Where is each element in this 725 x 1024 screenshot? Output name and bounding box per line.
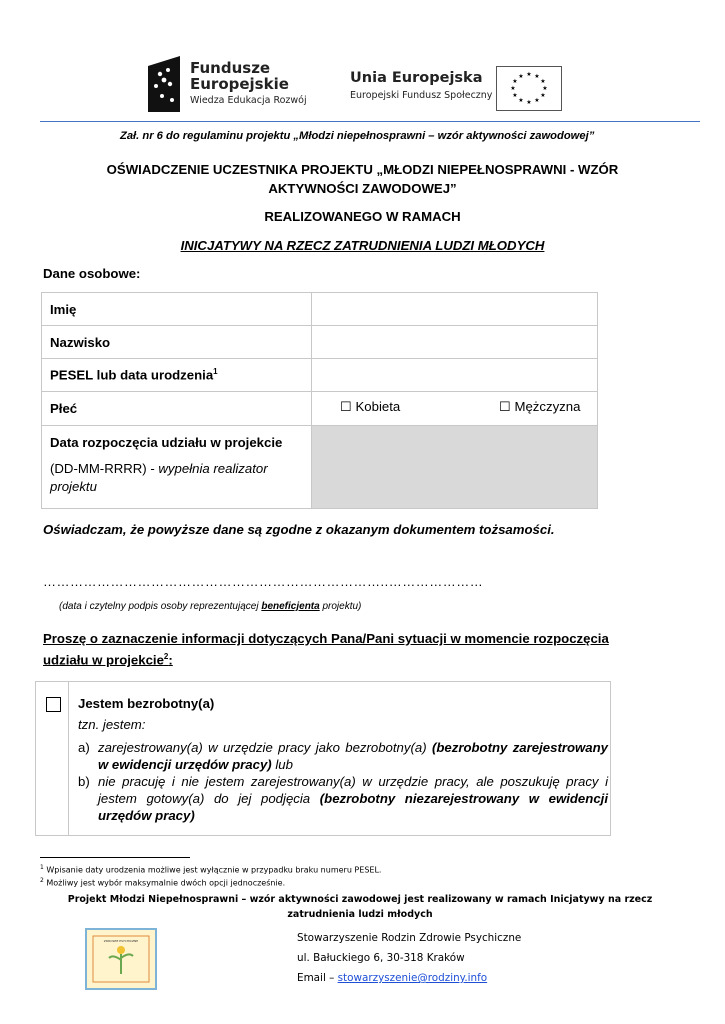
unemployed-title: Jestem bezrobotny(a) xyxy=(78,696,215,711)
svg-text:★: ★ xyxy=(534,97,540,104)
svg-text:★: ★ xyxy=(526,99,532,106)
svg-text:★: ★ xyxy=(518,97,524,104)
last-name-field[interactable] xyxy=(312,326,598,359)
svg-text:★: ★ xyxy=(512,78,518,85)
signature-caption xyxy=(59,601,361,612)
svg-text:★: ★ xyxy=(540,92,546,99)
svg-text:★: ★ xyxy=(540,78,546,85)
svg-text:★: ★ xyxy=(518,73,524,80)
unemployed-option-box xyxy=(35,681,611,836)
org-street: ul. Bałuckiego 6, 30-318 Kraków xyxy=(297,952,465,964)
request-colon: : xyxy=(168,652,173,668)
footnote-1-number: 1 xyxy=(40,864,44,871)
option-divider xyxy=(68,682,69,835)
project-footer xyxy=(40,892,680,922)
fe-logo-line2: Europejskie xyxy=(190,75,289,93)
option-b-text: nie pracuję i nie jestem zarejestrowany(a) w urzędzie pracy, ale poszukuję pracy i jestem gotowy(a) do jej podjęcia xyxy=(98,774,608,806)
checkbox-female[interactable]: ☐ Kobieta xyxy=(340,399,401,414)
pesel-field[interactable] xyxy=(312,359,598,392)
signature-line[interactable]: …………………………………………………………………..………………… xyxy=(43,574,484,589)
checkbox-male[interactable]: ☐ Mężczyzna xyxy=(499,399,581,414)
declaration-text: Oświadczam, że powyższe dane są zgodne z okazanym dokumentem tożsamości. xyxy=(43,522,555,537)
fundusze-europejskie-logo xyxy=(148,56,308,112)
last-name-label: Nazwisko xyxy=(42,326,312,359)
start-date-hint-format: (DD-MM-RRRR) - xyxy=(50,461,159,476)
svg-text:★: ★ xyxy=(534,73,540,80)
association-logo xyxy=(85,928,157,990)
footnote-2 xyxy=(40,877,285,888)
ue-logo-line2: Europejski Fundusz Społeczny xyxy=(350,90,493,101)
fe-logo-line3: Wiedza Edukacja Rozwój xyxy=(190,95,307,106)
unemployed-tzn: tzn. jestem: xyxy=(78,717,146,732)
option-a-bold: (bezrobotny zarejestrowany w ewidencji urzędów pracy) xyxy=(98,740,609,772)
signature-caption-bold: beneficjenta xyxy=(261,601,320,612)
option-a-body xyxy=(98,739,608,773)
option-b-body xyxy=(98,773,608,824)
svg-text:★: ★ xyxy=(512,92,518,99)
document-title xyxy=(40,160,685,198)
association-logo-text: ZDROWIE PSYCHICZNE xyxy=(103,939,139,943)
start-date-hint xyxy=(50,460,303,496)
email-link[interactable]: stowarzyszenie@rodziny.info xyxy=(337,972,488,984)
start-date-title: Data rozpoczęcia udziału w projekcie xyxy=(50,435,283,450)
project-line2: zatrudnienia ludzi młodych xyxy=(287,909,433,920)
fe-flag-icon xyxy=(148,56,180,112)
unemployed-checkbox[interactable] xyxy=(46,697,61,712)
first-name-field[interactable] xyxy=(312,293,598,326)
annex-note: Zał. nr 6 do regulaminu projektu „Młodzi niepełnosprawni – wzór aktywności zawodowej” xyxy=(120,130,595,142)
org-name: Stowarzyszenie Rodzin Zdrowie Psychiczne xyxy=(297,932,522,944)
request-text xyxy=(43,630,633,669)
option-b-marker: b) xyxy=(78,774,90,789)
ue-logo-line1: Unia Europejska xyxy=(350,70,483,86)
project-line1: Projekt Młodzi Niepełnosprawni – wzór aktywności zawodowej jest realizowany w ramach Inicjatywy na rzecz xyxy=(67,894,653,905)
personal-data-table xyxy=(41,292,598,509)
title-line4: INICJATYWY NA RZECZ ZATRUDNIENIA LUDZI MŁODYCH xyxy=(180,238,545,253)
org-email xyxy=(297,968,521,988)
signature-caption-pre: (data i czytelny podpis osoby reprezentującej xyxy=(59,601,262,612)
request-text-body: Proszę o zaznaczenie informacji dotyczących Pana/Pani sytuacji w momencie rozpoczęcia udziału w projekcie xyxy=(43,631,609,668)
title-line2: AKTYWNOŚCI ZAWODOWEJ” xyxy=(268,181,457,196)
personal-data-heading: Dane osobowe: xyxy=(43,266,141,281)
footnote-ref-1: 1 xyxy=(213,367,218,377)
footnote-1-text: Wpisanie daty urodzenia możliwe jest wyłącznie w przypadku braku numeru PESEL. xyxy=(43,865,382,875)
option-a-text: zarejestrowany(a) w urzędzie pracy jako bezrobotny(a) xyxy=(98,740,432,755)
gender-label: Płeć xyxy=(42,392,312,426)
svg-text:★: ★ xyxy=(510,85,516,92)
option-a-tail: lub xyxy=(271,757,293,772)
footnote-2-number: 2 xyxy=(40,877,44,884)
title-line1: OŚWIADCZENIE UCZESTNIKA PROJEKTU „MŁODZI NIEPEŁNOSPRAWNI - WZÓR xyxy=(106,162,619,177)
email-label: Email – xyxy=(297,972,338,984)
signature-caption-post: projektu) xyxy=(319,601,362,612)
option-a-marker: a) xyxy=(78,740,90,755)
option-b-bold: (bezrobotny niezarejestrowany w ewidencji urzędów pracy) xyxy=(98,791,608,823)
pesel-label xyxy=(42,359,312,392)
first-name-label: Imię xyxy=(42,293,312,326)
footnote-2-text: Możliwy jest wybór maksymalnie dwóch opcji jednocześnie. xyxy=(43,878,286,888)
footnote-rule xyxy=(40,857,190,858)
start-date-label xyxy=(42,426,312,509)
pesel-label-text: PESEL lub data urodzenia xyxy=(50,367,214,383)
header-rule xyxy=(40,121,700,122)
start-date-hint-note: wypełnia realizator projektu xyxy=(50,461,268,494)
address-block xyxy=(297,928,521,988)
eu-flag-icon xyxy=(496,66,562,111)
footnote-1 xyxy=(40,864,381,875)
ue-logo-text xyxy=(350,70,492,101)
gender-options xyxy=(312,392,598,426)
start-date-field xyxy=(312,426,598,509)
fe-logo-line1: Fundusze xyxy=(190,59,271,77)
svg-text:★: ★ xyxy=(542,85,548,92)
footnote-ref-2: 2 xyxy=(163,652,169,661)
title-line3: REALIZOWANEGO W RAMACH xyxy=(264,209,461,224)
svg-text:★: ★ xyxy=(526,71,532,78)
